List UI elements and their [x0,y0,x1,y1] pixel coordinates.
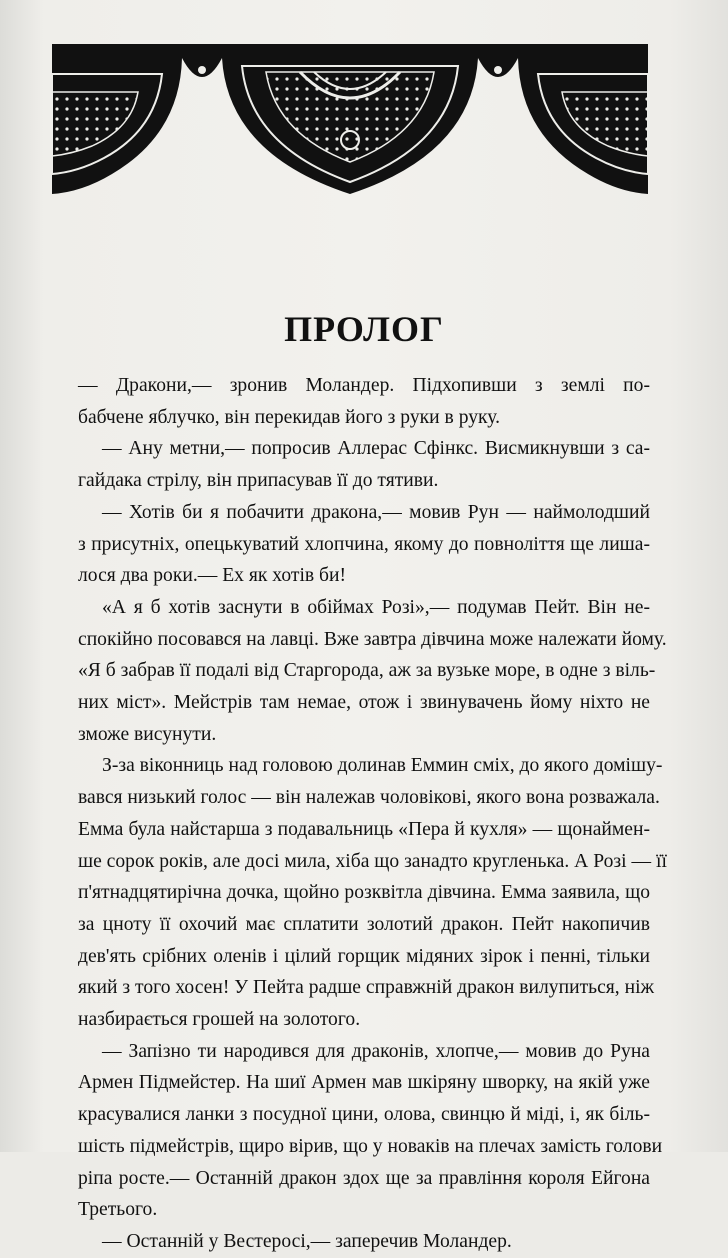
text-line: за цноту її охочий має сплатити золотий дракон. Пейт накопичив [78,913,650,935]
text-line: «Я б забрав її подалі від Старгорода, аж за вузьке море, в одне з віль- [78,660,656,682]
text-line: з присутніх, опецькуватий хлопчина, якому до повноліття ще лиша- [78,533,650,555]
text-line: дев'ять срібних оленів і цілий горщик мідяних зірок і пенні, тільки [78,945,650,967]
text-line: ше сорок років, але досі мила, хіба що занадто кругленька. А Розі — її [78,850,667,872]
text-line: — Ану метни,— попросив Аллерас Сфінкс. Висмикнувши з са- [102,438,650,460]
text-line: — Хотів би я побачити дракона,— мовив Рун — наймолодший [102,501,650,523]
text-line: них міст». Мейстрів там немае, отож і звинувачень йому ніхто не [78,692,650,714]
text-line: шість підмейстрів, щиро вірив, що у новаків на плечах замість голови [78,1135,663,1157]
text-line: лося два роки.— Ех як хотів би! [78,565,347,587]
text-line: бабчене яблучко, він перекидав його з руки в руку. [78,406,501,428]
text-line: красувалися ланки з посудної цини, олова, свинцю й міді, і, як біль- [78,1104,650,1126]
text-line: спокійно посовався на лавці. Вже завтра дівчина може належати йому. [78,628,667,650]
text-line: зможе висунути. [78,723,217,745]
text-line: З-за віконниць над головою долинав Еммин сміх, до якого домішу- [102,755,663,777]
text-line: — Запізно ти народився для драконів, хлопче,— мовив до Руна [102,1040,650,1062]
chapter-title: ПРОЛОГ [284,309,444,349]
text-line: — Дракони,— зронив Моландер. Підхопивши з землі по- [78,375,650,396]
chapter-header-ornament [52,44,648,196]
text-line: який з того хосен! У Пейта радше справжній дракон вилупиться, ніж [78,977,655,999]
text-line: Третього. [78,1199,158,1221]
text-line: «А я б хотів заснути в обіймах Розі»,— подумав Пейт. Він не- [102,596,650,618]
text-line: ріпа росте.— Останній дракон здох ще за правління короля Ейгона [78,1167,650,1189]
text-line: назбирається грошей на золотого. [78,1009,361,1031]
text-line: вався низький голос — він належав чоловікові, якого вона розважала. [78,787,660,809]
text-line: — Останній у Вестеросі,— заперечив Моландер. [102,1230,512,1252]
text-line: п'ятнадцятирічна дочка, щойно розквітла дівчина. Емма заявила, що [78,882,650,904]
text-line: Емма була найстарша з подавальниць «Пера й кухля» — щонаймен- [78,818,650,840]
body-text [78,370,667,1258]
text-line: Армен Підмейстер. На шиї Армен мав шкіряну шворку, на якій уже [78,1072,650,1094]
text-line: гайдака стрілу, він припасував її до тятиви. [78,470,439,492]
